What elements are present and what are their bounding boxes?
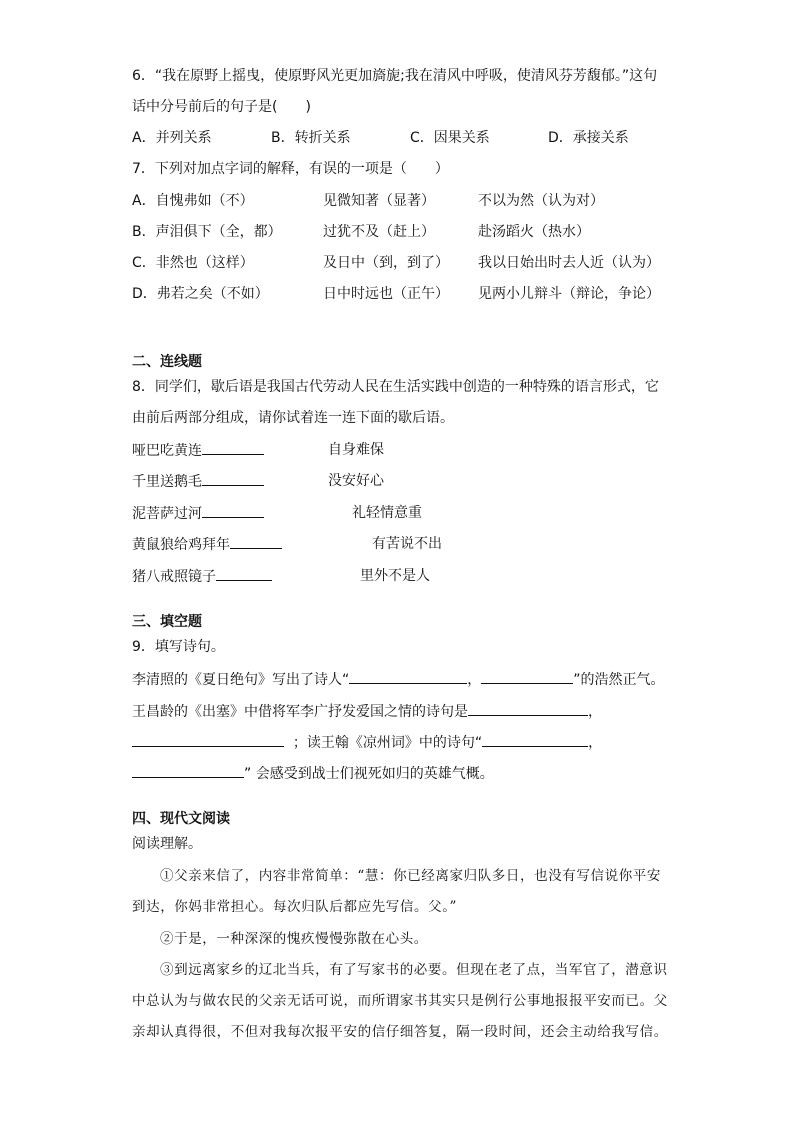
idiom-right-1: 自身难保 <box>328 442 384 458</box>
passage-p1-line2: 到达，你妈非常担心。每次归队后都应先写信。父。” <box>132 899 458 915</box>
idiom-right-4: 有苦说不出 <box>372 536 442 552</box>
reading-intro: 阅读理解。 <box>132 836 202 852</box>
passage-p2: ②于是，一种深深的愧疚慢慢弥散在心头。 <box>160 931 428 947</box>
q6-option-d: D．承接关系 <box>548 130 629 146</box>
q7-option-b-col3: 赴汤蹈火（热水） <box>478 224 590 240</box>
section3-title: 三、填空题 <box>132 614 202 630</box>
passage-p3-line3: 亲却认真得很，不但对我每次报平安的信仔细答复，隔一段时间，还会主动给我写信。 <box>132 1024 668 1040</box>
q6-option-a: A．并列关系 <box>132 130 212 146</box>
q6-option-b: B．转折关系 <box>271 130 351 146</box>
q9-line2: 王昌龄的《出塞》中借将军李广抒发爱国之情的诗句是 ， <box>132 701 602 722</box>
q8-stem-line2: 由前后两部分组成，请你试着连一连下面的歇后语。 <box>132 410 454 426</box>
poem-blank-6[interactable] <box>132 763 244 778</box>
q6-stem-line1: 6．“我在原野上摇曳，使原野风光更加旖旎;我在清风中呼吸，使清风芬芳馥郁。”这句 <box>132 68 658 84</box>
passage-p3-line1: ③到远离家乡的辽北当兵，有了写家书的必要。但现在老了点，当军官了，潜意识 <box>160 962 668 978</box>
q7-option-a-col1: A．自愧弗如（不） <box>132 193 254 209</box>
q7-stem: 7．下列对加点字词的解释，有误的一项是（ ） <box>132 161 449 177</box>
q7-option-c-col1: C．非然也（这样） <box>132 255 254 271</box>
q9-line4: ” 会感受到战士们视死如归的英雄气概。 <box>132 763 494 784</box>
idiom-right-5: 里外不是人 <box>360 568 430 584</box>
idiom-left-2: 千里送鹅毛 <box>132 471 264 492</box>
poem-blank-3[interactable] <box>468 701 588 716</box>
poem-blank-2[interactable] <box>481 669 573 684</box>
section2-title: 二、连线题 <box>132 354 202 370</box>
idiom-right-3: 礼轻情意重 <box>352 505 422 521</box>
passage-p3-line2: 中总认为与做农民的父亲无话可说，而所谓家书其实只是例行公事地报报平安而已。父 <box>132 993 668 1009</box>
idiom-left-3: 泥菩萨过河 <box>132 503 264 524</box>
section4-title: 四、现代文阅读 <box>132 811 230 827</box>
q6-option-c: C．因果关系 <box>410 130 490 146</box>
q7-option-b-col1: B．声泪俱下（全，都） <box>132 224 282 240</box>
q6-stem-line2: 话中分号前后的句子是( ) <box>132 99 311 115</box>
poem-blank-1[interactable] <box>349 669 467 684</box>
passage-p1-line1: ①父亲来信了，内容非常简单：“慧：你已经离家归队多日，也没有写信说你平安 <box>160 868 662 884</box>
idiom-left-4: 黄鼠狼给鸡拜年 <box>132 534 282 555</box>
poem-blank-4[interactable] <box>132 732 284 747</box>
q7-option-a-col2: 见微知著（显著） <box>323 193 435 209</box>
q9-line1: 李清照的《夏日绝句》写出了诗人“ ， ”的浩然正气。 <box>132 669 665 690</box>
q9-line3: ；读王翰《凉州词》中的诗句“ ， <box>132 732 602 753</box>
idiom-left-5: 猪八戒照镜子 <box>132 566 272 587</box>
q7-option-c-col2: 及日中（到，到了） <box>323 255 449 271</box>
q7-option-a-col3: 不以为然（认为对） <box>478 193 604 209</box>
q7-option-c-col3: 我以日始出时去人近（认为） <box>478 255 660 271</box>
q7-option-d-col3: 见两小儿辩斗（辩论，争论） <box>478 286 660 302</box>
q7-option-d-col1: D．弗若之矣（不如） <box>132 286 269 302</box>
q9-stem: 9．填写诗句。 <box>132 639 225 655</box>
q7-option-b-col2: 过犹不及（赶上） <box>323 224 435 240</box>
q8-stem-line1: 8．同学们，歇后语是我国古代劳动人民在生活实践中创造的一种特殊的语言形式，它 <box>132 379 659 395</box>
idiom-right-2: 没安好心 <box>328 473 384 489</box>
idiom-left-1: 哑巴吃黄连 <box>132 440 264 461</box>
q7-option-d-col2: 日中时远也（正午） <box>323 286 449 302</box>
poem-blank-5[interactable] <box>482 732 588 747</box>
